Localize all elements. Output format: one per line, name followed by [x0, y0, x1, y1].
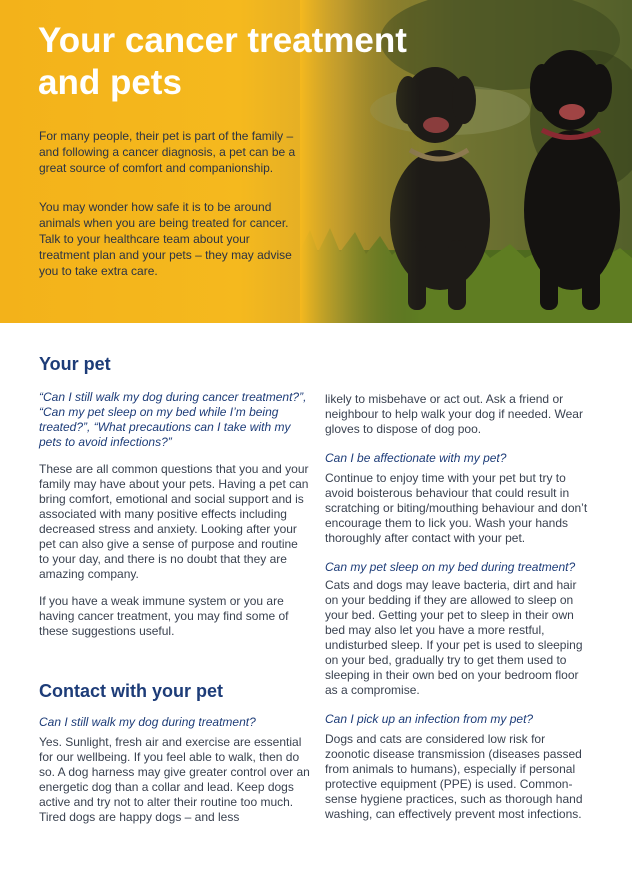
left-column: [39, 352, 311, 825]
answer-infection: Dogs and cats are considered low risk for zoonotic disease transmission (diseases passed from animals to humans), especially if personal protective equipment (PPE) is used. Common-sense hygiene practices, such as thorough hand washing, can effectively prevent most infections.: [325, 732, 583, 821]
your-pet-quote: “Can I still walk my dog during cancer treatment?”, “Can my pet sleep on my bed while I’m being treated?”, “What precautions can I take with my pets to avoid infections?”: [39, 390, 307, 449]
answer-sleep-on-bed: Cats and dogs may leave bacteria, dirt and hair on your bedding if they are allowed to sleep on your bed. Getting your pet to sleep in their own bed may also let you have a more restful, undisturbed sleep. If your pet is used to sleeping on your bed, gradually try to get them used to sleeping in their own bed on your bedroom floor as a compromise.: [325, 578, 583, 697]
question-affectionate: Can I be affectionate with my pet?: [325, 451, 507, 465]
your-pet-paragraph-2: If you have a weak immune system or you are having cancer treatment, you may find some of these suggestions useful.: [39, 594, 289, 638]
answer-walk-dog-continued: likely to misbehave or act out. Ask a friend or neighbour to help walk your dog if needed. Wear gloves to dispose of dog poo.: [325, 392, 583, 436]
answer-walk-dog: Yes. Sunlight, fresh air and exercise are essential for our wellbeing. If you feel able to walk, then do so. A dog harness may give greater control over an energetic dog than a collar and lead. Keep dogs active and try not to alter their routine too much. Tired dogs are happy dogs – and less: [39, 735, 310, 824]
title-line-2: and pets: [38, 63, 182, 102]
hero-banner: [0, 0, 632, 323]
your-pet-heading: Your pet: [39, 354, 111, 374]
intro-paragraph-1: For many people, their pet is part of the family – and following a cancer diagnosis, a pet can be a great source of comfort and companionship.: [39, 129, 296, 175]
question-walk-dog: Can I still walk my dog during treatment?: [39, 715, 256, 729]
title-line-1: Your cancer treatment: [38, 21, 407, 60]
your-pet-paragraph-1: These are all common questions that you and your family may have about your pets. Having a pet can bring comfort, emotional and social support and is associated with many positive effects including decreased stress and anxiety. Looking after your pet can also give a sense of purpose and routine to your day, and there is no doubt that they are amazing company.: [39, 462, 309, 581]
question-infection: Can I pick up an infection from my pet?: [325, 712, 534, 726]
page-title: [38, 20, 458, 104]
intro-paragraph-2: You may wonder how safe it is to be around animals when you are being treated for cancer. Talk to your healthcare team about your treatment plan and your pets – they may advise you to take extra care.: [39, 200, 292, 278]
right-column: [325, 392, 593, 822]
contact-heading: Contact with your pet: [39, 681, 223, 701]
question-sleep-on-bed: Can my pet sleep on my bed during treatment?: [325, 560, 576, 574]
answer-affectionate: Continue to enjoy time with your pet but try to avoid boisterous behaviour that could result in scratching or biting/mouthing behaviour and don’t encourage them to lick you. Wash your hands thoroughly after contact with your pet.: [325, 471, 588, 545]
